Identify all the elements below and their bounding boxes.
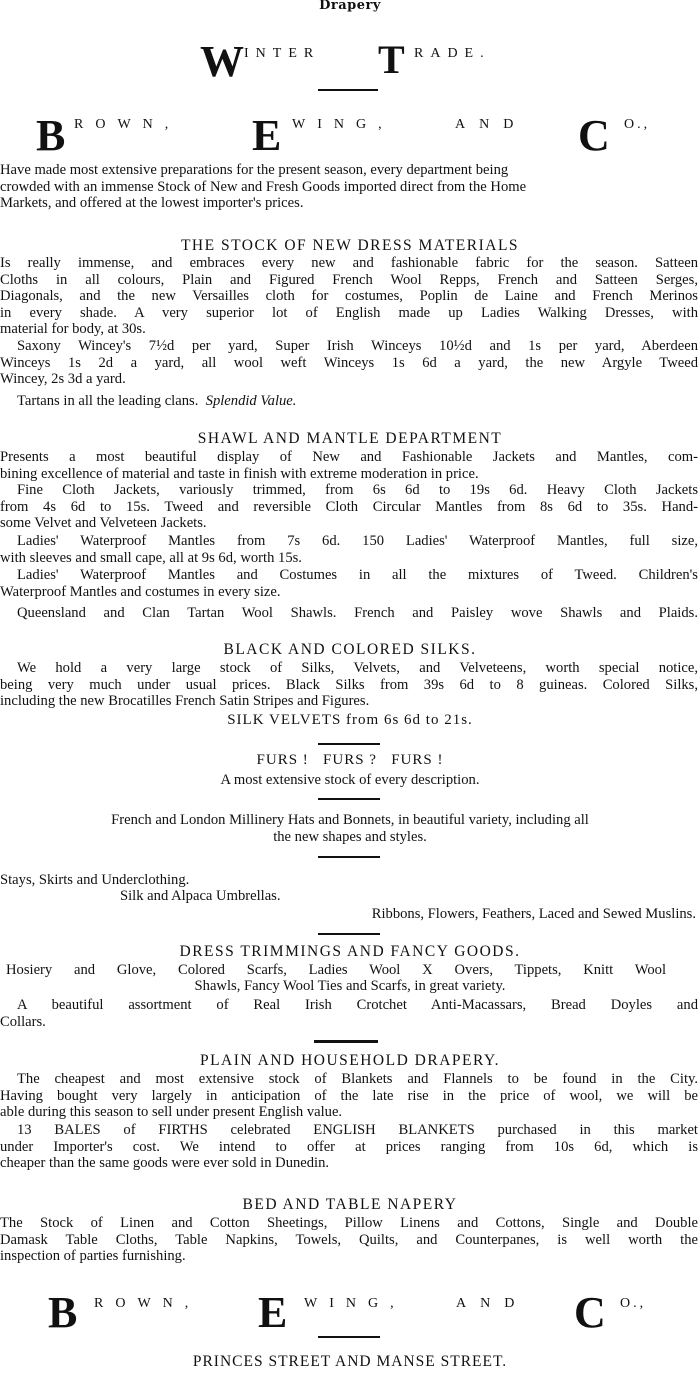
napery-heading: BED AND TABLE NAPERY: [242, 1196, 458, 1213]
divider: [318, 798, 380, 800]
main-title: [0, 38, 700, 86]
firm-b-rest: ROWN,: [74, 117, 181, 132]
stays-line: Stays, Skirts and Underclothing.: [0, 872, 190, 888]
trimmings-line: Hosiery and Glove, Colored Scarfs, Ladies Wool X Overs, Tippets, Knitt Wool: [6, 962, 666, 978]
napery-paragraph: [0, 1215, 698, 1265]
napery-line: Damask Table Cloths, Table Napkins, Towels, Quilts, and Counterpanes, is well worth the: [0, 1231, 698, 1248]
firm-e: E: [258, 1288, 288, 1337]
jackets-line: some Velvet and Velveteen Jackets.: [0, 515, 207, 531]
shawl-heading: SHAWL AND MANTLE DEPARTMENT: [197, 430, 503, 447]
firm-c-rest: O.,: [620, 1296, 647, 1311]
dress-paragraph: [0, 255, 698, 338]
divider: [318, 743, 380, 745]
silks-line: We hold a very large stock of Silks, Velvets, and Velveteens, worth special notice,: [17, 660, 698, 676]
shawl-paragraph: [0, 449, 698, 482]
household-line: The cheapest and most extensive stock of Blankets and Flannels to be found in the City.: [17, 1071, 698, 1087]
firm-and: AND: [456, 1296, 529, 1311]
household-line: able during this season to sell under present English value.: [0, 1104, 343, 1120]
silks-line: including the new Brocatilles French Satin Stripes and Figures.: [0, 693, 370, 709]
firm-name-bottom: [0, 1287, 700, 1337]
ribbons-line: Ribbons, Flowers, Feathers, Laced and Sewed Muslins.: [371, 906, 696, 922]
tartans-text: Tartans in all the leading clans.: [17, 393, 199, 409]
firm-c: C: [574, 1288, 606, 1337]
waterproof-paragraph: [0, 533, 698, 566]
firm-e-rest: WING,: [292, 117, 394, 132]
divider: [318, 89, 378, 91]
title-w-rest: INTER: [244, 46, 321, 61]
title-t: T: [378, 37, 405, 82]
crotchet-line: A beautiful assortment of Real Irish Crotchet Anti-Macassars, Bread Doyles and: [17, 997, 698, 1013]
firm-e-rest: WING,: [304, 1296, 406, 1311]
furs-heading: FURS ! FURS ? FURS !: [256, 752, 444, 768]
dress-line: Cloths in all colours, Plain and Figured French Wool Repps, French and Satteen Serges,: [0, 271, 698, 288]
dress-line: Diagonals, and the new Versailles cloth for costumes, Poplin de Laine and French Merinos: [0, 288, 698, 304]
napery-line: The Stock of Linen and Cotton Sheetings, Pillow Linens and Cottons, Single and Double: [0, 1215, 698, 1231]
blankets-paragraph: [0, 1122, 698, 1172]
jackets-line: from 4s 6d to 15s. Tweed and reversible Cloth Circular Mantles from 8s 6d to 35s. Hand-: [0, 498, 698, 515]
waterproof-line: Ladies' Waterproof Mantles from 7s 6d. 150 Ladies' Waterproof Mantles, full size,: [17, 533, 698, 549]
silks-heading: BLACK AND COLORED SILKS.: [223, 641, 477, 658]
intro-line: Markets, and offered at the lowest importer's prices.: [0, 195, 304, 211]
napery-line: inspection of parties furnishing.: [0, 1248, 186, 1264]
silk-velvets-line: SILK VELVETS from 6s 6d to 21s.: [227, 712, 473, 728]
title-w: W: [200, 37, 244, 86]
household-heading: PLAIN AND HOUSEHOLD DRAPERY.: [199, 1052, 501, 1069]
dress-heading: THE STOCK OF NEW DRESS MATERIALS: [180, 237, 520, 254]
millinery-line: the new shapes and styles.: [273, 829, 427, 845]
blankets-line: 13 BALES of FIRTHS celebrated ENGLISH BLANKETS purchased in this market: [17, 1122, 698, 1138]
tartans-emphasis: Splendid Value.: [205, 393, 297, 409]
firm-c-rest: O.,: [624, 117, 651, 132]
dress-line: material for body, at 30s.: [0, 321, 146, 337]
trimmings-line: Shawls, Fancy Wool Ties and Scarfs, in great variety.: [194, 978, 506, 994]
dress-line: Is really immense, and embraces every new and fashionable fabric for the season. Satteen: [0, 255, 698, 271]
umbrellas-line: Silk and Alpaca Umbrellas.: [120, 888, 281, 904]
queensland-paragraph: [0, 605, 698, 622]
jackets-line: Fine Cloth Jackets, variously trimmed, from 6s 6d to 19s 6d. Heavy Cloth Jackets: [17, 482, 698, 498]
silks-line: being very much under usual prices. Black Silks from 39s 6d to 8 guineas. Colored Silks,: [0, 676, 698, 693]
wincey-line: Wincey, 2s 3d a yard.: [0, 371, 126, 387]
title-t-rest: RADE.: [414, 46, 491, 61]
shawl-line: bining excellence of material and taste in finish with extreme moderation in price.: [0, 465, 479, 482]
firm-b: B: [36, 111, 66, 160]
trimmings-heading: DRESS TRIMMINGS AND FANCY GOODS.: [179, 943, 521, 960]
household-paragraph: [0, 1071, 698, 1121]
jackets-paragraph: [0, 482, 698, 532]
costumes-paragraph: [0, 567, 698, 600]
wincey-paragraph: [0, 338, 698, 388]
shawl-line: Presents a most beautiful display of New and Fashionable Jackets and Mantles, com-: [0, 449, 698, 465]
address-line: PRINCES STREET AND MANSE STREET.: [192, 1353, 508, 1370]
divider: [318, 1336, 380, 1338]
wincey-line: Saxony Wincey's 7½d per yard, Super Irish Winceys 10½d and 1s per yard, Aberdeen: [17, 338, 698, 354]
intro-paragraph: [0, 162, 698, 212]
crotchet-line: Collars.: [0, 1013, 46, 1030]
costumes-line: Ladies' Waterproof Mantles and Costumes in all the mixtures of Tweed. Children's: [17, 567, 698, 583]
tartans-line: [17, 393, 296, 410]
crotchet-paragraph: [0, 997, 698, 1030]
firm-name-top: [0, 108, 700, 158]
queensland-line: Queensland and Clan Tartan Wool Shawls. French and Paisley wove Shawls and Plaids.: [17, 605, 698, 621]
divider: [318, 933, 380, 935]
firm-b-rest: ROWN,: [94, 1296, 201, 1311]
silks-paragraph: [0, 660, 698, 710]
blankets-line: cheaper than the same goods were ever sold in Dunedin.: [0, 1155, 330, 1171]
intro-line: crowded with an immense Stock of New and Fresh Goods imported direct from the Home: [0, 178, 527, 195]
intro-line: Have made most extensive preparations for the present season, every department being: [0, 162, 509, 178]
furs-line: A most extensive stock of every description.: [220, 772, 480, 788]
blankets-line: under Importer's cost. We intend to offer at prices ranging from 10s 6d, which is: [0, 1138, 698, 1155]
dress-line: in every shade. A very superior lot of English made up Ladies Walking Dresses, with: [0, 304, 698, 321]
firm-b: B: [48, 1288, 78, 1337]
costumes-line: Waterproof Mantles and costumes in every size.: [0, 583, 281, 600]
firm-and: AND: [455, 117, 528, 132]
firm-e: E: [252, 111, 282, 160]
section-header: Drapery: [319, 0, 381, 13]
firm-c: C: [578, 111, 610, 160]
wincey-line: Winceys 1s 2d a yard, all wool weft Winceys 1s 6d a yard, the new Argyle Tweed: [0, 354, 698, 371]
divider: [318, 856, 380, 858]
household-line: Having bought very largely in anticipation of the late rise in the price of wool, we will be: [0, 1087, 698, 1104]
waterproof-line: with sleeves and small cape, all at 9s 6d, worth 15s.: [0, 549, 302, 566]
millinery-line: French and London Millinery Hats and Bonnets, in beautiful variety, including all: [111, 812, 589, 828]
divider: [314, 1040, 378, 1043]
